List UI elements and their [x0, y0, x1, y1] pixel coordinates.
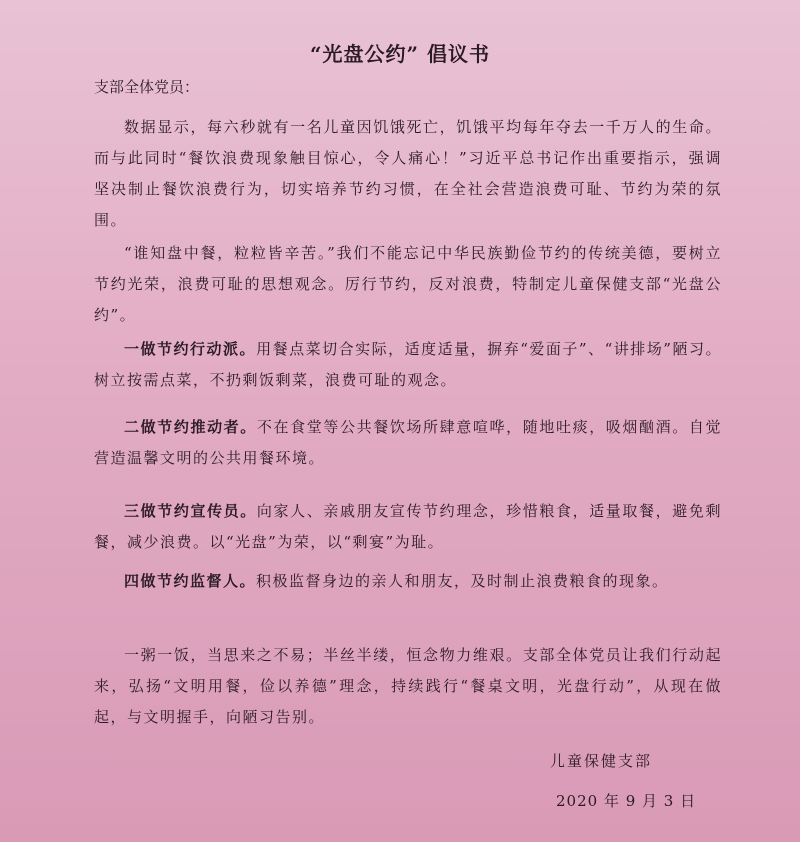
- paragraph-5-body: 向家人、亲戚朋友宣传节约理念，珍惜粮食，适量取餐，避免剩餐，减少浪费。以“光盘”为荣，以“剩宴”为耻。: [94, 502, 722, 551]
- paragraph-6: [94, 566, 722, 597]
- paragraph-5: [94, 496, 722, 558]
- document-title: “光盘公约” 倡议书: [310, 42, 490, 66]
- date: 2020 年 9 月 3 日: [556, 792, 697, 810]
- paragraph-6-body: 积极监督身边的亲人和朋友，及时制止浪费粮食的现象。: [256, 572, 669, 590]
- salutation: 支部全体党员：: [94, 78, 200, 96]
- paragraph-3-body: 用餐点菜切合实际，适度适量，摒弃“爱面子”、“讲排场”陋习。树立按需点菜，不扔剩饭剩菜，浪费可耻的观念。: [94, 340, 722, 389]
- paragraph-6-lead: 四做节约监督人。: [124, 572, 257, 590]
- paragraph-4-lead: 二做节约推动者。: [124, 418, 257, 436]
- paragraph-3-lead: 一做节约行动派。: [124, 340, 257, 358]
- paragraph-3: [94, 334, 722, 396]
- paragraph-7: 一粥一饭，当思来之不易；半丝半缕，恒念物力维艰。支部全体党员让我们行动起来，弘扬“文明用餐，俭以养德”理念，持续践行“餐桌文明，光盘行动”，从现在做起，与文明握手，向陋习告别。: [94, 646, 722, 726]
- paragraph-1: 数据显示，每六秒就有一名儿童因饥饿死亡，饥饿平均每年夺去一千万人的生命。而与此同时“餐饮浪费现象触目惊心，令人痛心！”习近平总书记作出重要指示，强调坚决制止餐饮浪费行为，切实培养节约习惯，在全社会营造浪费可耻、节约为荣的氛围。: [94, 118, 722, 229]
- signature: 儿童保健支部: [550, 752, 653, 770]
- paragraph-5-lead: 三做节约宣传员。: [124, 502, 257, 520]
- paragraph-2: “谁知盘中餐，粒粒皆辛苦。”我们不能忘记中华民族勤俭节约的传统美德，要树立节约光荣，浪费可耻的思想观念。厉行节约，反对浪费，特制定儿童保健支部“光盘公约”。: [94, 244, 722, 324]
- paragraph-4: [94, 412, 722, 474]
- paragraph-4-body: 不在食堂等公共餐饮场所肆意喧哗，随地吐痰，吸烟酗酒。自觉营造温馨文明的公共用餐环境。: [94, 418, 722, 467]
